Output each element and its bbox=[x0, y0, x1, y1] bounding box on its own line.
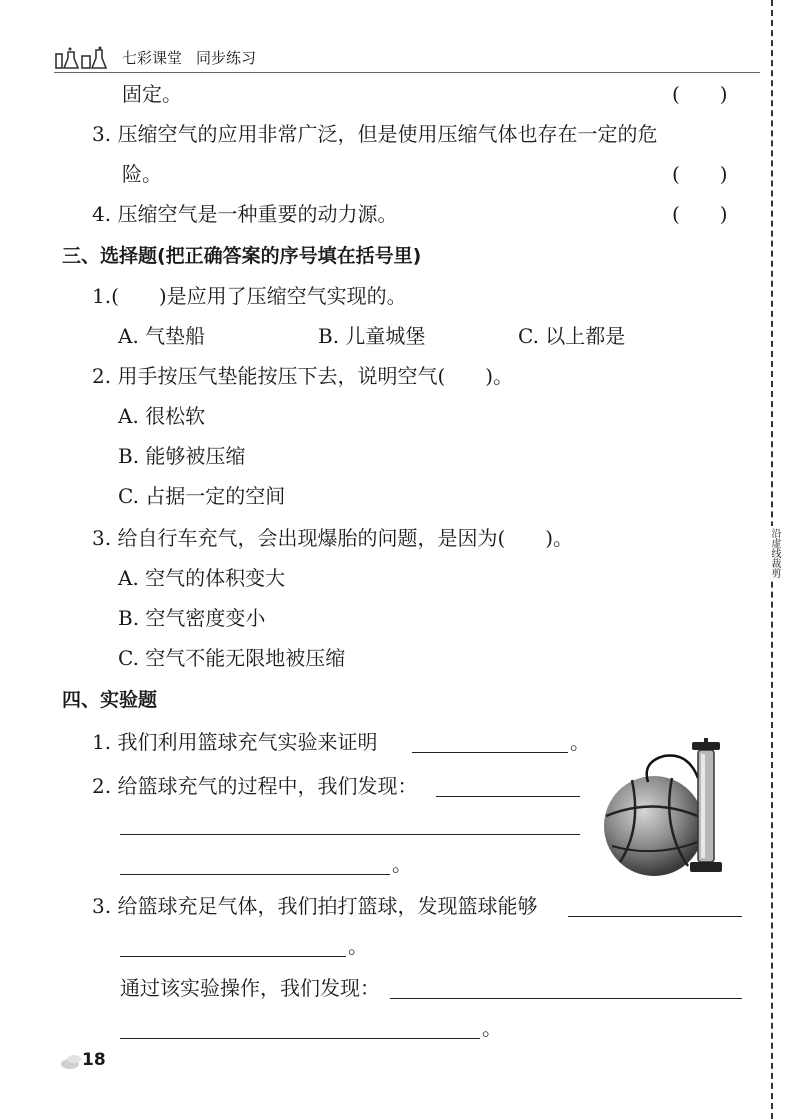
exp-q3-follow-end: 。 bbox=[482, 1016, 502, 1040]
cut-instruction: 沿虚线裁剪 bbox=[760, 526, 780, 580]
exp-q3-follow-text: 通过该实验操作，我们发现： bbox=[120, 976, 380, 1000]
item4-text: 4. 压缩空气是一种重要的动力源。 bbox=[92, 202, 398, 226]
header-divider bbox=[54, 72, 760, 73]
q3-option-a[interactable]: A. 空气的体积变大 bbox=[118, 566, 286, 590]
q2-text: 2. 用手按压气垫能按压下去，说明空气( )。 bbox=[92, 364, 514, 388]
flask-logo-icon bbox=[54, 46, 114, 70]
basketball-pump-photo bbox=[602, 738, 728, 878]
exp-q3-blank-2[interactable] bbox=[120, 956, 346, 957]
exp-q1-text: 1. 我们利用篮球充气实验来证明 bbox=[92, 730, 378, 754]
exp-q3-blank-3[interactable] bbox=[390, 998, 742, 999]
item2-tail: 固定。 bbox=[122, 82, 182, 106]
exp-q2-blank-1[interactable] bbox=[436, 796, 580, 797]
exp-q2-blank-3[interactable] bbox=[120, 874, 390, 875]
q2-option-b[interactable]: B. 能够被压缩 bbox=[118, 444, 246, 468]
answer-paren-3[interactable]: ( ) bbox=[672, 162, 728, 186]
exp-q2-text: 2. 给篮球充气的过程中，我们发现： bbox=[92, 774, 418, 798]
exp-q2-blank-2[interactable] bbox=[120, 834, 580, 835]
q1-option-a[interactable]: A. 气垫船 bbox=[118, 324, 206, 348]
exp-q1-end: 。 bbox=[570, 730, 590, 754]
section3-heading: 三、选择题(把正确答案的序号填在括号里) bbox=[62, 245, 422, 267]
q1-option-b[interactable]: B. 儿童城堡 bbox=[318, 324, 426, 348]
leaf-decoration-icon bbox=[60, 1052, 84, 1070]
q2-option-c[interactable]: C. 占据一定的空间 bbox=[118, 484, 286, 508]
exp-q1-blank[interactable] bbox=[412, 752, 568, 753]
item3-line1: 3. 压缩空气的应用非常广泛，但是使用压缩气体也存在一定的危 bbox=[92, 122, 658, 146]
answer-paren-4[interactable]: ( ) bbox=[672, 202, 728, 226]
exp-q3-blank-1[interactable] bbox=[568, 916, 742, 917]
exp-q3-end: 。 bbox=[348, 934, 368, 958]
answer-paren-2[interactable]: ( ) bbox=[672, 82, 728, 106]
q3-text: 3. 给自行车充气，会出现爆胎的问题，是因为( )。 bbox=[92, 526, 574, 550]
q3-option-b[interactable]: B. 空气密度变小 bbox=[118, 606, 266, 630]
header-title: 七彩课堂 bbox=[122, 49, 183, 67]
q1-option-c[interactable]: C. 以上都是 bbox=[518, 324, 626, 348]
page-number: 18 bbox=[82, 1050, 106, 1070]
header-subtitle: 同步练习 bbox=[196, 49, 257, 67]
section4-heading: 四、实验题 bbox=[62, 689, 158, 711]
exp-q2-end: 。 bbox=[392, 852, 412, 876]
exp-q3-text: 3. 给篮球充足气体，我们拍打篮球，发现篮球能够 bbox=[92, 894, 538, 918]
q2-option-a[interactable]: A. 很松软 bbox=[118, 404, 206, 428]
exp-q3-blank-4[interactable] bbox=[120, 1038, 480, 1039]
q1-text: 1.( )是应用了压缩空气实现的。 bbox=[92, 284, 407, 308]
item3-line2: 险。 bbox=[122, 162, 162, 186]
q3-option-c[interactable]: C. 空气不能无限地被压缩 bbox=[118, 646, 346, 670]
